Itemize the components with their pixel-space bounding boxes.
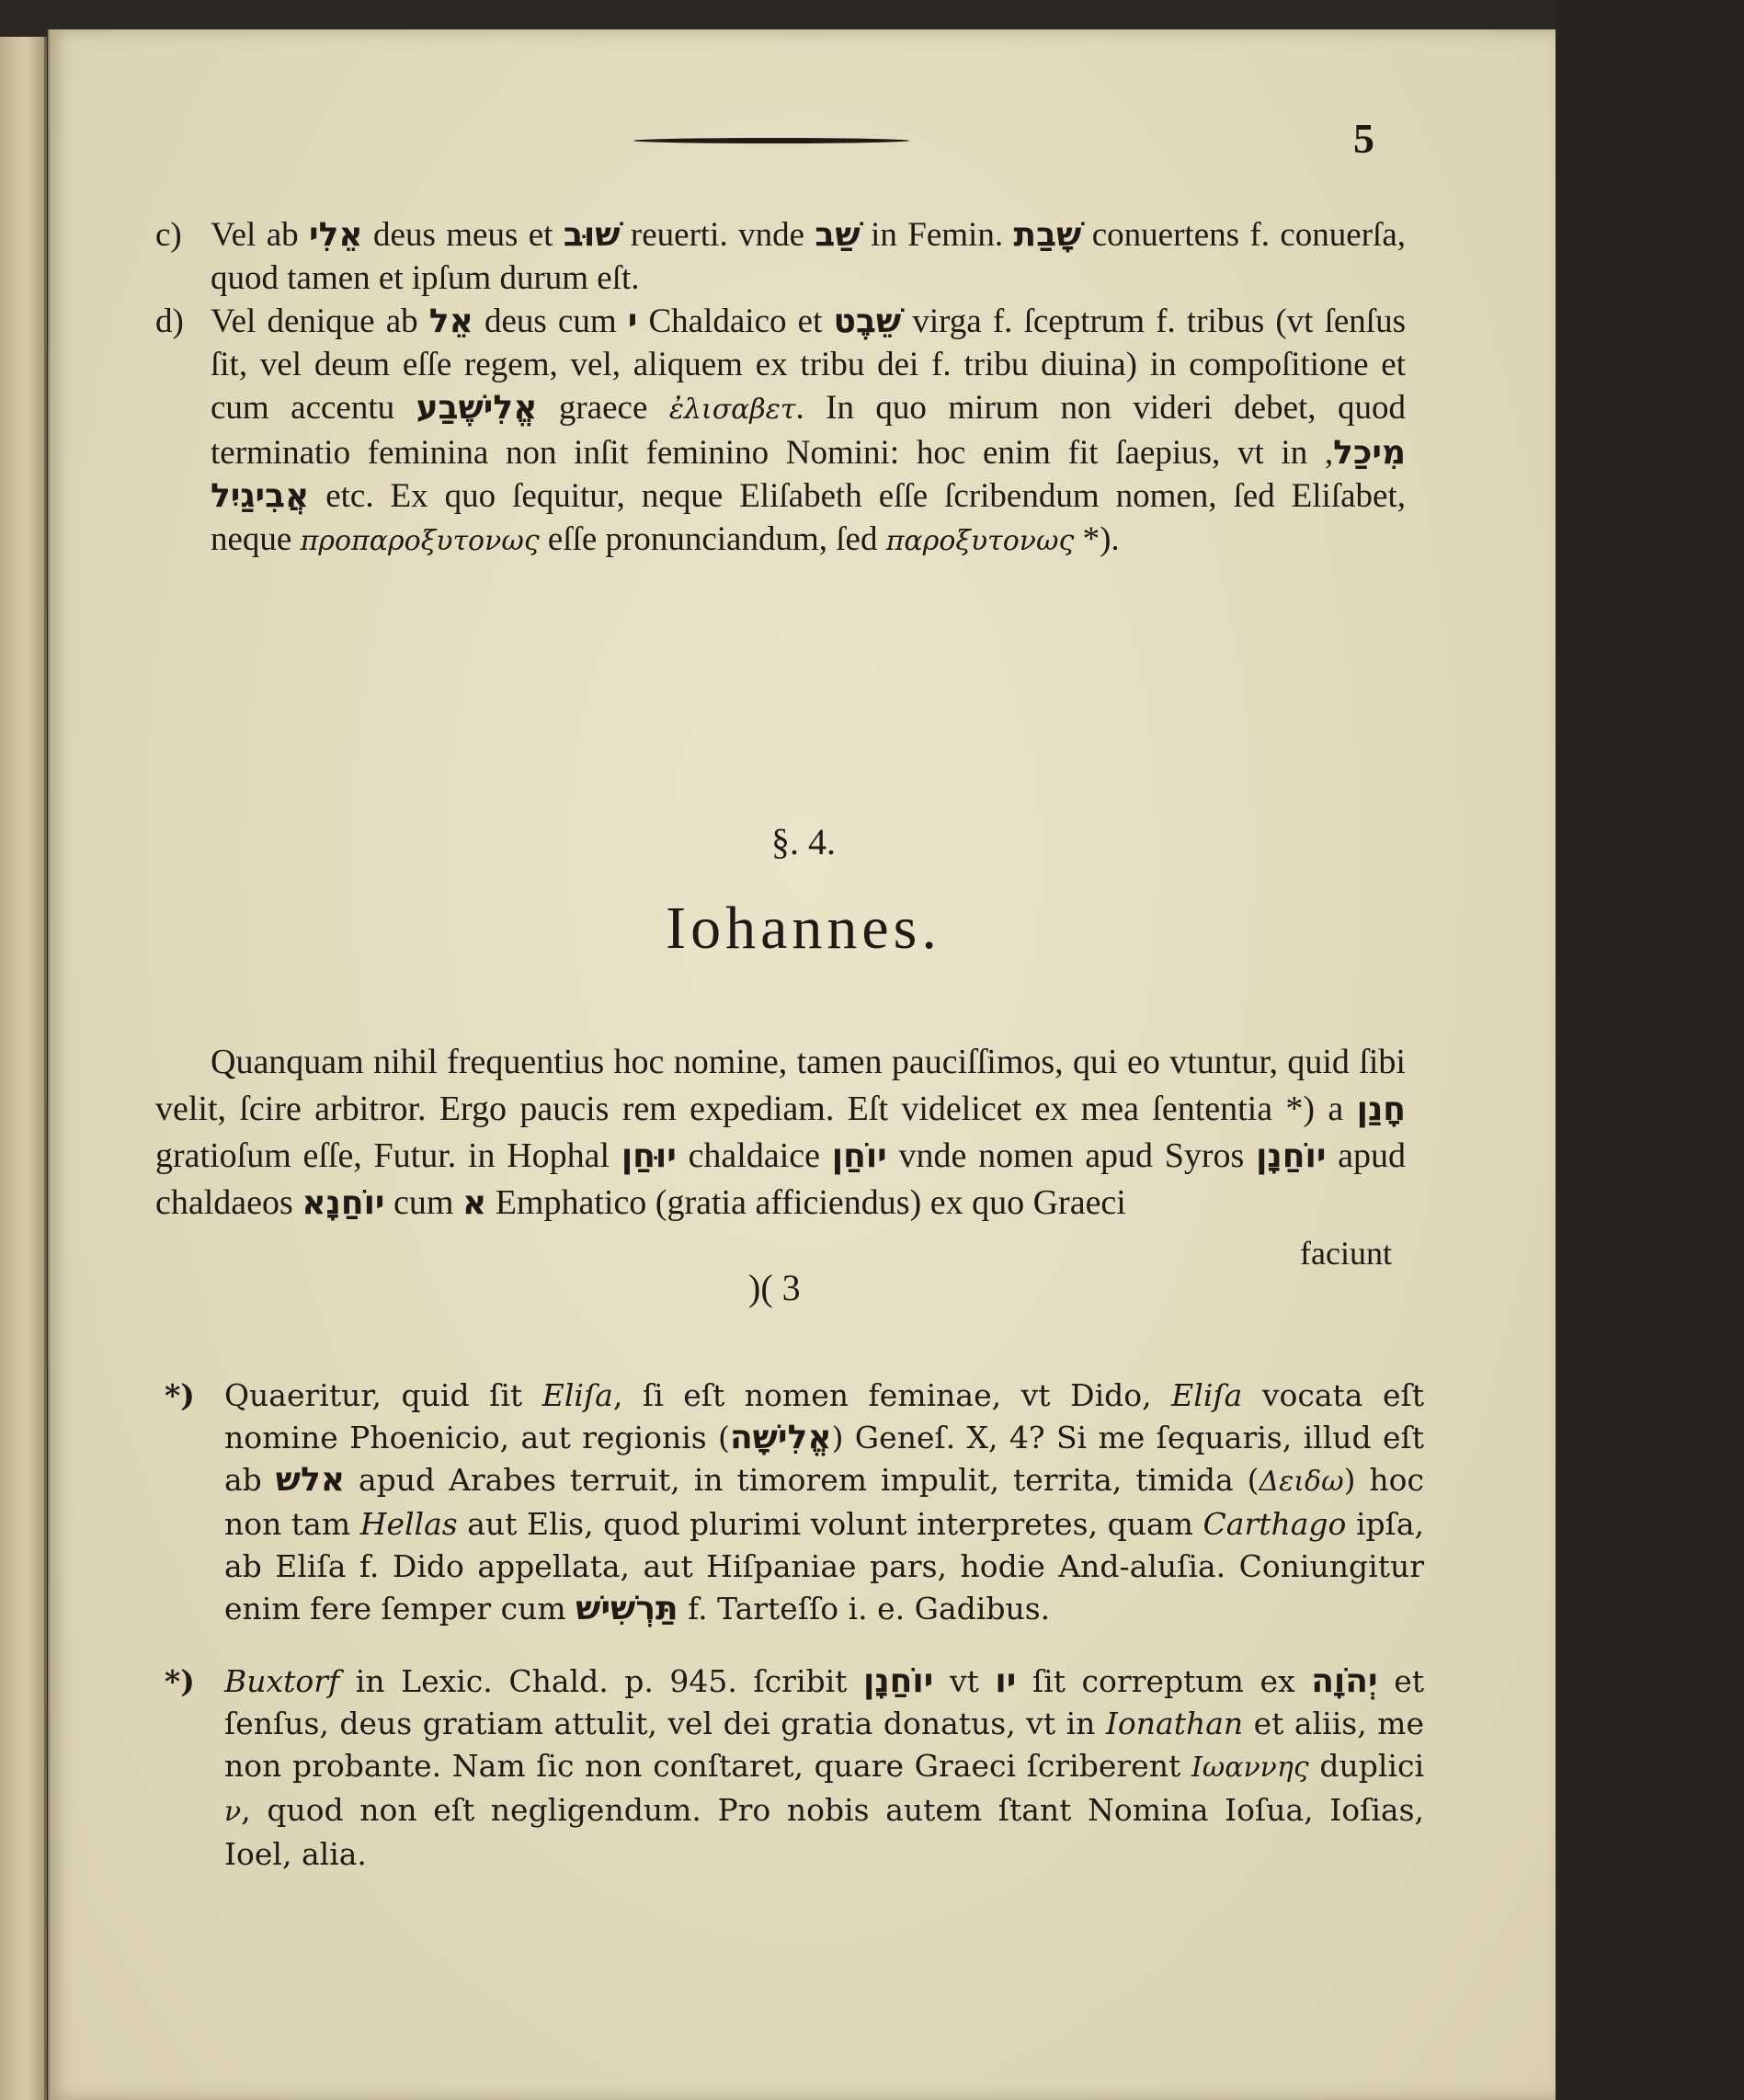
page-number: 5 xyxy=(1353,115,1374,162)
item-c-heb-shuv: שׁוּב xyxy=(563,216,621,254)
item-d-heb-avigail: אֲבִיגַיִל xyxy=(211,477,310,515)
body-heb-yuchan: יוּחַן xyxy=(621,1137,677,1175)
section-title: Iohannes. xyxy=(666,895,941,962)
fn1-p14: ipſa, ab Eliſa f. Dido appellata, aut Hiſpaniae pars, hodie And-aluſia. Coniungitur enim fere ſemper cum xyxy=(224,1506,1425,1626)
item-d-greek-proparoxytonos: προπαροξυτονως xyxy=(300,525,540,557)
item-d-p16: eſſe pronunciandum, ſed xyxy=(539,520,886,558)
fn1-heb-tarshish: תַּרְשִׁישׁ xyxy=(576,1590,678,1627)
item-c-heb-shavat: שָׁבַת xyxy=(1013,216,1082,254)
fn1-it-carthago: Carthago xyxy=(1203,1506,1347,1542)
top-items xyxy=(155,213,1406,563)
fn1-p4: vocata eſt nomine Phoenicio, aut regionis ( xyxy=(224,1377,1424,1455)
item-marker: d) xyxy=(155,302,184,340)
page xyxy=(48,29,1557,2100)
item-d-p6: virga f. ſceptrum f. tribus (vt ſenſus ſit, vel deum eſſe regem, vel, aliquem ex tribu dei f. tribu diuina) in compoſitione et cum accentu xyxy=(211,302,1406,427)
fn2-p3: vt xyxy=(933,1663,996,1699)
item-d-heb-shevet: שֵׁבֶט xyxy=(833,302,902,340)
fn1-it-elisa: Eliſa xyxy=(541,1377,613,1413)
item-c xyxy=(155,213,1406,300)
item-d-p14: etc. Ex quo ſequitur, neque Eliſabeth eſſe ſcribendum nomen, ſed Eliſabet, neque xyxy=(211,477,1406,558)
body-heb-yochan: יוֹחַן xyxy=(831,1137,887,1175)
fn1-it-elisa-2: Eliſa xyxy=(1171,1377,1243,1413)
item-c-p8: conuertens f. conuerſa, quod tamen et ipſum durum eſt. xyxy=(211,216,1406,297)
body-heb-yochana: יוֹחַנָא xyxy=(302,1184,385,1222)
item-c-p0: Vel ab xyxy=(211,216,310,254)
body-p4: chaldaice xyxy=(676,1136,832,1175)
item-marker: c) xyxy=(155,216,182,254)
body-p12: Emphatico (gratia afficiendus) ex quo Graeci xyxy=(486,1183,1126,1222)
body-p10: cum xyxy=(384,1183,462,1222)
footnote-buxtorf xyxy=(165,1661,1424,1876)
item-d-p10: . In quo mirum non videri debet, quod terminatio feminina non inſit feminino Nomini: hoc enim fit ſaepius, vt in xyxy=(211,389,1407,472)
fn1-heb-alash: אלש xyxy=(275,1461,346,1499)
body-heb-yochanan: יוֹחַנָן xyxy=(1256,1137,1327,1175)
fn1-p10: ) hoc non tam xyxy=(224,1462,1424,1542)
item-c-heb-shav: שַׁב xyxy=(815,216,861,254)
item-d-p18: *). xyxy=(1074,520,1120,558)
fn2-p11: duplici xyxy=(1308,1748,1425,1784)
item-d-p4: Chaldaico et xyxy=(637,302,834,340)
item-d-p0: Vel denique ab xyxy=(211,302,429,340)
fn2-it-ionathan: Ionathan xyxy=(1105,1706,1244,1741)
body-p6: vnde nomen apud Syros xyxy=(886,1136,1257,1175)
fn1-p2: , ſi eſt nomen feminae, vt Dido, xyxy=(612,1377,1172,1413)
fn2-heb-yochanan: יוֹחַנָן xyxy=(863,1662,934,1700)
item-d-heb-el: אֵל xyxy=(428,302,473,340)
fn1-p8: apud Arabes terruit, in timorem impulit, territa, timida ( xyxy=(345,1462,1260,1498)
item-d-heb-mikhal: מִיכַל xyxy=(1333,434,1406,472)
item-c-p6: in Femin. xyxy=(860,216,1014,254)
fn2-heb-tetragrammaton: יְהֹוָה xyxy=(1311,1662,1378,1700)
footnotes xyxy=(165,1344,1424,1881)
signature-mark: )( 3 xyxy=(748,1267,801,1308)
item-c-heb-eli: אֵלִי xyxy=(309,216,363,254)
footnote-marker: *) xyxy=(165,1377,195,1413)
footnote-marker: *) xyxy=(165,1663,195,1699)
body-p2: gratioſum eſſe, Futur. in Hophal xyxy=(155,1136,621,1175)
fn1-p0: Quaeritur, quid ſit xyxy=(224,1377,542,1413)
fn1-greek-deido: Δειδω xyxy=(1259,1466,1344,1498)
item-d-heb-elisheva: אֱלִישֶׁבַע xyxy=(416,389,538,427)
footnote-elisa xyxy=(165,1375,1424,1630)
item-d-p8: graece xyxy=(537,389,669,427)
fn1-it-hellas: Hellas xyxy=(359,1506,458,1542)
body-heb-chanan: חָנַן xyxy=(1356,1090,1406,1128)
section-number: §. 4. xyxy=(771,821,836,862)
item-d-heb-yod: י xyxy=(627,302,638,340)
item-c-p4: reuerti. vnde xyxy=(620,216,815,254)
fn1-heb-elisha: אֱלִישָׁה xyxy=(729,1419,832,1456)
fn2-p7: et ſenſus, deus gratiam attulit, vel dei gratia donatus, vt in xyxy=(224,1663,1424,1741)
item-d-p12: , xyxy=(1324,434,1334,472)
background-edge xyxy=(1556,0,1744,2100)
item-d-p2: deus cum xyxy=(473,302,628,340)
header-rule xyxy=(633,138,909,143)
fn2-p1: in Lexic. Chald. p. 945. ſcribit xyxy=(339,1663,864,1699)
body-p8: apud chaldaeos xyxy=(155,1136,1406,1222)
fn2-greek-nu: ν xyxy=(224,1796,242,1828)
left-page-edge xyxy=(0,37,47,2100)
body-heb-aleph: א xyxy=(462,1184,487,1222)
body-paragraph xyxy=(155,1039,1406,1227)
item-d xyxy=(155,300,1406,563)
fn2-heb-yo: יו xyxy=(995,1662,1017,1700)
fn1-p16: f. Tarteſſo i. e. Gadibus. xyxy=(678,1591,1051,1626)
fn2-it-buxtorf: Buxtorf xyxy=(224,1663,340,1699)
item-c-p2: deus meus et xyxy=(362,216,564,254)
item-d-greek-paroxytonos: παροξυτονως xyxy=(885,525,1075,557)
fn1-p6: ) Geneſ. X, 4? Si me ſequaris, illud eſt ab xyxy=(224,1420,1425,1498)
fn2-p13: , quod non eſt negligendum. Pro nobis autem ſtant Nomina Ioſua, Ioſias, Ioel, alia. xyxy=(224,1792,1424,1872)
fn1-p12: aut Elis, quod plurimi volunt interpretes, quam xyxy=(457,1506,1203,1542)
fn2-greek-ioannes: Ιωαννης xyxy=(1191,1752,1309,1784)
catchword: faciunt xyxy=(1300,1235,1392,1272)
body-p0: Quanquam nihil frequentius hoc nomine, tamen pauciſſimos, qui eo vtuntur, quid ſibi velit, ſcire arbitror. Ergo paucis rem expediam. Eſt videlicet ex mea ſententia *) a xyxy=(155,1043,1406,1128)
item-d-greek-elisabet: ἐλισαβετ xyxy=(668,394,796,426)
fn2-p9: et aliis, me non probante. Nam ſic non conſtaret, quare Graeci ſcriberent xyxy=(224,1706,1424,1784)
fn2-p5: ſit correptum ex xyxy=(1016,1663,1312,1699)
